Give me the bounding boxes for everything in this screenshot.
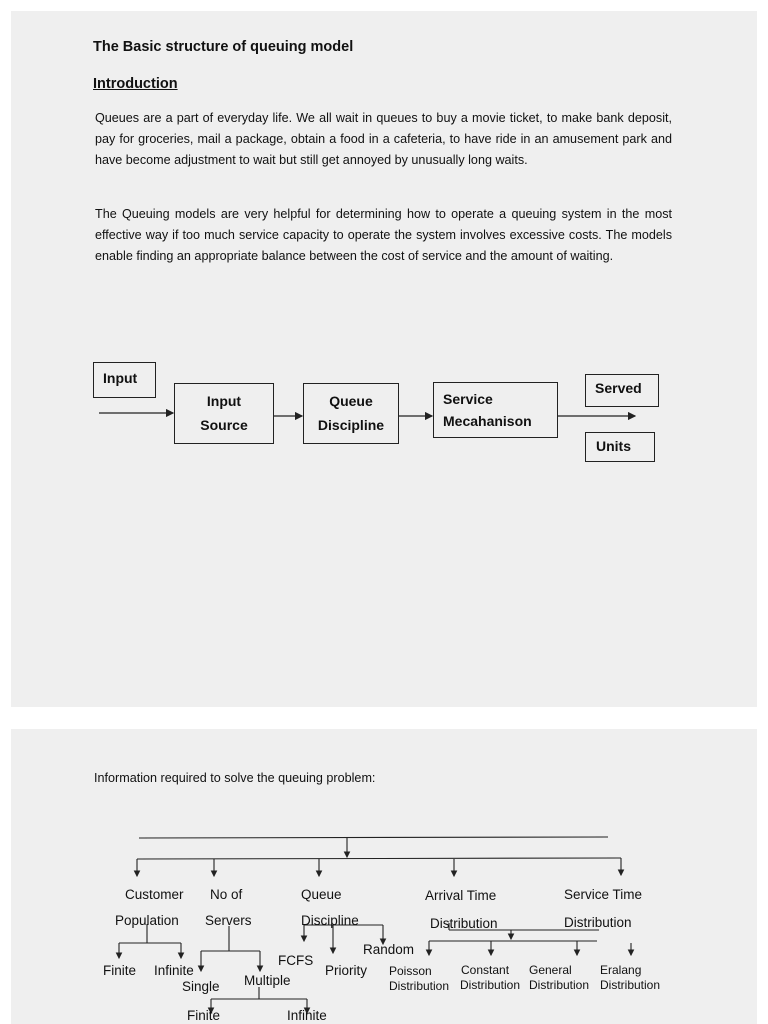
service-time-distribution-label: Service Time Distribution: [564, 887, 643, 930]
constant-distribution-label: Constant Distribution: [460, 963, 521, 992]
input-source-box: Input Source: [174, 383, 274, 444]
priority-label: Priority: [325, 963, 368, 978]
arrival-time-distribution-label: Arrival Time Distribution: [425, 888, 498, 931]
flow-diagram-connectors: [11, 11, 757, 707]
queue-discipline-box: Queue Discipline: [303, 383, 399, 444]
multiple-servers-label: Multiple: [244, 973, 291, 988]
units-box: Units: [585, 432, 655, 462]
queue-discipline-label: Queue Discipline: [301, 887, 359, 928]
no-of-servers-label: No of Servers: [205, 887, 252, 928]
customer-population-label: Customer Population: [115, 887, 184, 928]
introduction-heading: Introduction: [93, 76, 178, 92]
document-title: The Basic structure of queuing model: [93, 39, 354, 55]
eralang-distribution-label: Eralang Distribution: [600, 963, 661, 992]
document-page-2: [11, 729, 757, 1024]
information-subheading: Information required to solve the queuing problem:: [94, 771, 376, 785]
single-server-label: Single: [182, 979, 220, 994]
general-distribution-label: General Distribution: [529, 963, 590, 992]
random-label: Random: [363, 942, 415, 957]
service-mechanism-box: Service Mecahanison: [433, 382, 558, 438]
intro-paragraph-1: Queues are a part of everyday life. We all wait in queues to buy a movie ticket, to make bank deposit, pay for groceries, mail a package, obtain a food in a cafeteria, to have ride in an amusement park and have become adjustment to wait but still get annoyed by unusually long waits.: [95, 111, 672, 167]
population-infinite-label: Infinite: [154, 963, 194, 978]
input-box: Input: [93, 362, 156, 398]
multiple-infinite-label: Infinite: [287, 1008, 327, 1023]
fcfs-label: FCFS: [278, 953, 314, 968]
intro-paragraph-2: The Queuing models are very helpful for determining how to operate a queuing system in the most effective way if too much service capacity to operate the system involves excessive costs. The models enable finding an appropriate balance between the cost of service and the amount of waiting.: [95, 207, 672, 263]
population-finite-label: Finite: [103, 963, 137, 978]
multiple-finite-label: Finite: [187, 1008, 221, 1023]
document-page-1: [11, 11, 757, 707]
poisson-distribution-label: Poisson Distribution: [389, 964, 450, 993]
served-box: Served: [585, 374, 659, 407]
